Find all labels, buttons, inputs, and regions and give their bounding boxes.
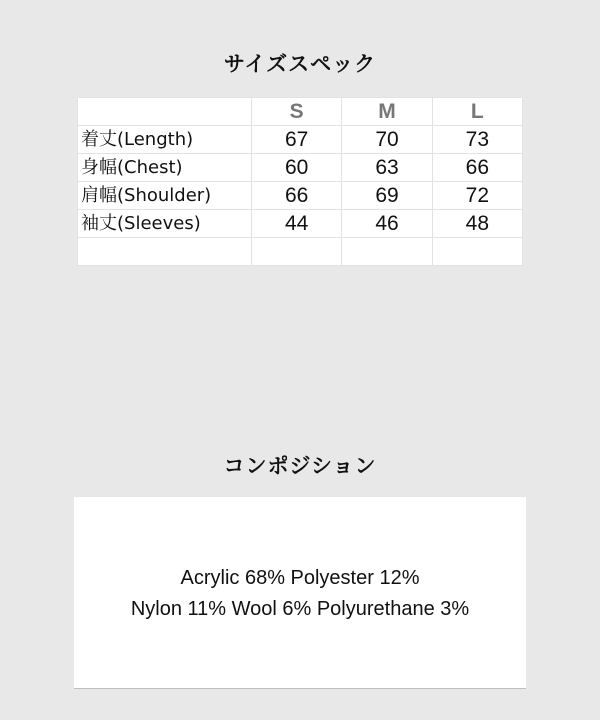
table-row [78,210,523,238]
composition-line: Acrylic 68% Polyester 12% [180,567,420,589]
table-cell: 66 [252,182,342,210]
row-label-sleeves: 袖丈(Sleeves) [78,210,252,238]
table-cell: 72 [432,182,522,210]
column-header-m: M [342,98,432,126]
table-header-row [78,98,523,126]
composition-title: コンポジション [223,454,377,478]
column-header-l: L [432,98,522,126]
size-spec-table [77,97,523,266]
table-cell: 67 [252,126,342,154]
table-cell: 60 [252,154,342,182]
table-header-empty-cell [78,98,252,126]
row-label-shoulder: 肩幅(Shoulder) [78,182,252,210]
table-cell: 70 [342,126,432,154]
table-cell: 63 [342,154,432,182]
table-cell: 73 [432,126,522,154]
table-cell: 48 [432,210,522,238]
table-cell: 69 [342,182,432,210]
empty-table-row [78,238,523,266]
row-label-length: 着丈(Length) [78,126,252,154]
table-cell [252,238,342,266]
table-row [78,182,523,210]
table-cell [432,238,522,266]
table-cell [342,238,432,266]
column-header-s: S [252,98,342,126]
composition-line: Nylon 11% Wool 6% Polyurethane 3% [130,598,470,620]
table-cell: 66 [432,154,522,182]
row-label-chest: 身幅(Chest) [78,154,252,182]
table-cell: 46 [342,210,432,238]
table-row [78,154,523,182]
composition-box [74,497,526,689]
size-spec-title: サイズスペック [223,52,377,76]
table-row [78,126,523,154]
table-cell: 44 [252,210,342,238]
table-cell [78,238,252,266]
